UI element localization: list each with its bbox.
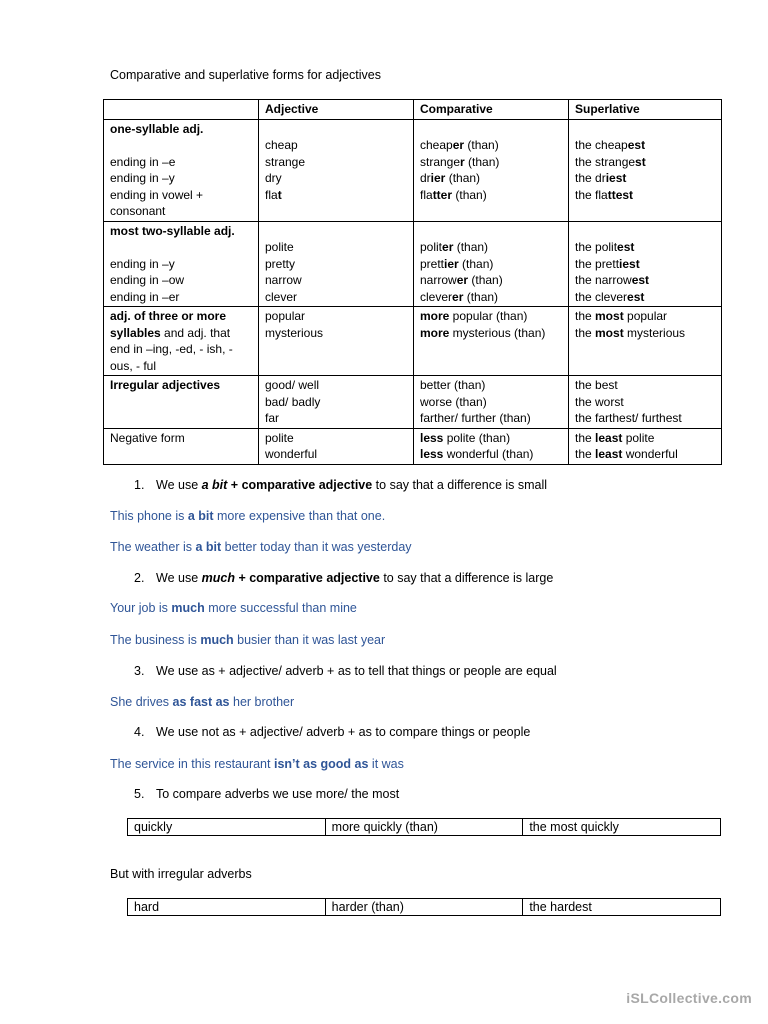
text-segment: mysterious [265, 325, 324, 340]
header-superlative: Superlative [569, 100, 722, 120]
text-segment: strange [265, 154, 306, 169]
text-segment: one-syllable adj. [110, 121, 204, 136]
text-segment: st [635, 154, 646, 169]
text-segment: clever [420, 289, 453, 304]
adverb-table-regular [127, 818, 721, 836]
cell-line [420, 223, 562, 240]
text-segment: popular (than) [449, 309, 528, 323]
cell-line [575, 170, 715, 187]
text-segment: the [575, 309, 596, 323]
cell-line [575, 446, 715, 463]
text-segment: the best [575, 378, 618, 392]
text-segment: cheap [265, 138, 298, 152]
text-segment: Your job is [110, 601, 172, 615]
category-cell [104, 221, 259, 307]
table-row [104, 376, 722, 429]
text-segment: better today than it was yesterday [221, 540, 412, 554]
text-segment: more [420, 325, 450, 340]
example-sentence [110, 540, 412, 554]
text-segment: We use [156, 478, 202, 492]
text-segment: (than) [458, 256, 494, 271]
cell-line [420, 394, 562, 411]
cell-line [110, 121, 252, 138]
text-segment: most two-syllable adj. [110, 223, 235, 238]
text-segment: bad/ badly [265, 394, 321, 409]
cell-line [110, 289, 252, 306]
cell-line [265, 289, 407, 306]
rule-item [134, 478, 547, 492]
form-cell [414, 307, 569, 376]
cell-line [110, 377, 252, 394]
text-segment: much [200, 633, 234, 647]
text-segment: ttest [607, 187, 634, 202]
text-segment: polit [420, 240, 443, 254]
cell-line [265, 446, 407, 463]
text-segment: est [631, 273, 650, 287]
text-segment: prett [420, 256, 445, 271]
cell-line [575, 325, 715, 342]
cell-line [420, 187, 562, 204]
text-segment: ending in –y [110, 256, 175, 271]
text-segment: iest [619, 256, 640, 271]
form-cell [259, 376, 414, 429]
form-cell [414, 119, 569, 221]
text-segment: less [420, 447, 444, 461]
cell-line [110, 223, 252, 240]
text-segment: polite [622, 430, 655, 445]
text-segment: tter [432, 187, 453, 202]
text-segment: to say that a difference is small [372, 478, 548, 492]
cell-line [575, 272, 715, 289]
cell-line [110, 239, 252, 256]
text-segment: more [420, 309, 450, 323]
text-segment: er [452, 289, 464, 304]
text-segment: most [595, 309, 624, 323]
adverb-table-irregular [127, 898, 721, 916]
adverb-base: quickly [128, 819, 326, 836]
text-segment: the dr [575, 171, 606, 185]
text-segment: popular [265, 309, 306, 323]
cell-line [265, 430, 407, 447]
text-segment: polite (than) [443, 430, 511, 445]
text-segment: more successful than mine [204, 601, 357, 615]
cell-line [265, 137, 407, 154]
text-segment: the narrow [575, 273, 632, 287]
cell-line [420, 325, 562, 342]
cell-line [575, 239, 715, 256]
adverb-superlative: the hardest [523, 899, 721, 916]
text-segment: (than) [464, 138, 499, 152]
cell-line [110, 187, 252, 220]
text-segment: her brother [229, 695, 295, 709]
text-segment: est [627, 289, 645, 304]
text-segment: We use not as + adjective/ adverb + as to compare things or people [156, 725, 531, 739]
text-segment: the [575, 325, 596, 340]
cell-line [265, 154, 407, 171]
cell-line [420, 137, 562, 154]
text-segment: the strange [575, 154, 636, 169]
text-segment: fla [420, 187, 433, 202]
text-segment: the farthest/ furthest [575, 411, 682, 425]
text-segment: most [595, 325, 624, 340]
form-cell [259, 221, 414, 307]
cell-line [420, 256, 562, 273]
text-segment: strange [420, 154, 461, 169]
cell-line [575, 377, 715, 394]
text-segment: clever [265, 289, 298, 304]
cell-line [420, 289, 562, 306]
table-row [104, 428, 722, 464]
text-segment: fla [265, 187, 278, 202]
cell-line [265, 394, 407, 411]
text-segment: + comparative adjective [227, 478, 373, 492]
cell-line [420, 121, 562, 138]
cell-line [265, 170, 407, 187]
cell-line [575, 289, 715, 306]
category-cell [104, 376, 259, 429]
text-segment: the cheap [575, 138, 628, 152]
example-sentence [110, 695, 294, 709]
text-segment: the polit [575, 240, 618, 254]
example-sentence [110, 601, 357, 615]
header-adjective: Adjective [259, 100, 414, 120]
text-segment: the prett [575, 256, 620, 271]
text-segment: far [265, 411, 280, 425]
category-cell [104, 307, 259, 376]
adverb-comparative: harder (than) [325, 899, 523, 916]
text-segment: wonderful [265, 447, 318, 461]
text-segment: The business is [110, 633, 201, 647]
text-segment: less [420, 430, 444, 445]
cell-line [575, 256, 715, 273]
text-segment: ending in –e [110, 154, 176, 169]
cell-line [420, 308, 562, 325]
cell-line [575, 223, 715, 240]
text-segment: We use as + adjective/ adverb + as to tell that things or people are equal [156, 664, 557, 678]
text-segment: a bit [201, 478, 228, 492]
cell-line [420, 430, 562, 447]
text-segment: the fla [575, 187, 608, 202]
text-segment: (than) [464, 154, 500, 169]
text-segment: cheap [420, 138, 453, 152]
text-segment: ending in –ow [110, 273, 185, 287]
example-sentence [110, 757, 404, 771]
text-segment: least [595, 430, 623, 445]
text-segment: t [277, 187, 282, 202]
text-segment: narrow [265, 273, 302, 287]
text-segment: the clever [575, 289, 628, 304]
text-segment: adj. of three or more syllables [110, 309, 227, 340]
text-segment: a bit [195, 540, 222, 554]
text-segment: least [595, 447, 623, 461]
cell-line [575, 308, 715, 325]
text-segment: (than) [445, 171, 481, 185]
text-segment: To compare adverbs we use more/ the most [156, 787, 400, 801]
category-cell [104, 119, 259, 221]
form-cell [259, 307, 414, 376]
rule-item [134, 725, 530, 739]
cell-line [265, 308, 407, 325]
text-segment: + comparative adjective [234, 571, 380, 585]
form-cell [414, 428, 569, 464]
text-segment: The service in this restaurant [110, 757, 274, 771]
cell-line [265, 272, 407, 289]
cell-line [575, 121, 715, 138]
text-segment: We use [156, 571, 202, 585]
page-title: Comparative and superlative forms for adjectives [110, 68, 381, 82]
table-row [128, 899, 721, 916]
cell-line [265, 256, 407, 273]
table-row [104, 221, 722, 307]
text-segment: much [201, 571, 235, 585]
cell-line [110, 430, 252, 447]
text-segment: iest [605, 171, 627, 185]
text-segment: ending in vowel + consonant [110, 187, 204, 218]
cell-line [265, 325, 407, 342]
example-sentence [110, 509, 385, 523]
cell-line [110, 154, 252, 171]
rule-number: 5. [134, 787, 145, 801]
text-segment: polite [265, 240, 294, 254]
form-cell [259, 428, 414, 464]
rule-item [134, 571, 553, 585]
text-segment: ier [430, 171, 446, 185]
cell-line [420, 410, 562, 427]
text-segment: to say that a difference is large [379, 571, 554, 585]
cell-line [575, 430, 715, 447]
rule-number: 3. [134, 664, 145, 678]
adverb-comparative: more quickly (than) [325, 819, 523, 836]
cell-line [420, 154, 562, 171]
cell-line [420, 239, 562, 256]
text-segment: r [460, 154, 465, 169]
text-segment: est [617, 240, 635, 254]
text-segment: worse (than) [420, 394, 487, 409]
text-segment: er [456, 273, 469, 287]
header-comparative: Comparative [414, 100, 569, 120]
text-segment: more expensive than that one. [213, 509, 386, 523]
cell-line [265, 121, 407, 138]
cell-line [575, 154, 715, 171]
text-segment: wonderful [622, 447, 678, 461]
cell-line [265, 239, 407, 256]
text-segment: a bit [187, 509, 214, 523]
table-row [104, 307, 722, 376]
adverb-base: hard [128, 899, 326, 916]
form-cell [414, 221, 569, 307]
text-segment: Irregular adjectives [110, 378, 221, 392]
irregular-adverbs-intro: But with irregular adverbs [110, 867, 252, 881]
text-segment: ier [444, 256, 459, 271]
text-segment: busier than it was last year [233, 633, 386, 647]
text-segment: er [452, 138, 465, 152]
cell-line [265, 187, 407, 204]
form-cell [569, 428, 722, 464]
text-segment: and adj. that end in –ing, -ed, - ish, - ous, - ful [110, 325, 233, 373]
cell-line [110, 170, 252, 187]
header-category [104, 100, 259, 120]
table-header-row [104, 100, 722, 120]
text-segment: isn’t as good as [273, 757, 369, 771]
rule-item [134, 664, 557, 678]
text-segment: er [442, 240, 454, 254]
text-segment: dr [420, 171, 431, 185]
text-segment: polite [265, 430, 294, 445]
form-cell [569, 119, 722, 221]
cell-line [420, 272, 562, 289]
cell-line [420, 170, 562, 187]
text-segment: She drives [110, 695, 173, 709]
text-segment: wonderful (than) [443, 447, 534, 461]
text-segment: (than) [463, 289, 499, 304]
cell-line [575, 410, 715, 427]
rule-number: 1. [134, 478, 145, 492]
cell-line [575, 187, 715, 204]
adverb-superlative: the most quickly [523, 819, 721, 836]
text-segment: narrow [420, 273, 457, 287]
text-segment: as fast as [172, 695, 230, 709]
text-segment: The weather is [110, 540, 196, 554]
table-row [128, 819, 721, 836]
text-segment: (than) [452, 187, 487, 202]
cell-line [265, 223, 407, 240]
cell-line [265, 377, 407, 394]
form-cell [414, 376, 569, 429]
text-segment: the worst [575, 394, 624, 409]
rule-number: 4. [134, 725, 145, 739]
cell-line [420, 446, 562, 463]
text-segment: the [575, 430, 596, 445]
text-segment: mysterious [623, 325, 686, 340]
cell-line [110, 272, 252, 289]
text-segment: much [171, 601, 205, 615]
text-segment: Negative form [110, 430, 185, 445]
cell-line [110, 256, 252, 273]
form-cell [569, 307, 722, 376]
form-cell [259, 119, 414, 221]
text-segment: (than) [468, 273, 503, 287]
text-segment: the [575, 447, 596, 461]
text-segment: good/ well [265, 378, 320, 392]
text-segment: it was [368, 757, 404, 771]
text-segment: dry [265, 171, 282, 185]
cell-line [110, 137, 252, 154]
form-cell [569, 221, 722, 307]
rule-item [134, 787, 399, 801]
text-segment: popular [623, 309, 668, 323]
text-segment: ending in –er [110, 289, 180, 304]
text-segment: better (than) [420, 378, 486, 392]
text-segment: (than) [453, 240, 489, 254]
cell-line [575, 394, 715, 411]
text-segment: This phone is [110, 509, 188, 523]
text-segment: mysterious (than) [449, 325, 546, 340]
example-sentence [110, 633, 385, 647]
watermark-logo: iSLCollective.com [626, 990, 752, 1006]
cell-line [265, 410, 407, 427]
text-segment: farther/ further (than) [420, 411, 531, 425]
form-cell [569, 376, 722, 429]
cell-line [575, 137, 715, 154]
text-segment: pretty [265, 256, 296, 271]
cell-line [420, 377, 562, 394]
table-row [104, 119, 722, 221]
category-cell [104, 428, 259, 464]
rule-number: 2. [134, 571, 145, 585]
cell-line [110, 308, 252, 374]
text-segment: est [627, 138, 646, 152]
adjective-forms-table [103, 99, 722, 465]
text-segment: ending in –y [110, 171, 175, 185]
